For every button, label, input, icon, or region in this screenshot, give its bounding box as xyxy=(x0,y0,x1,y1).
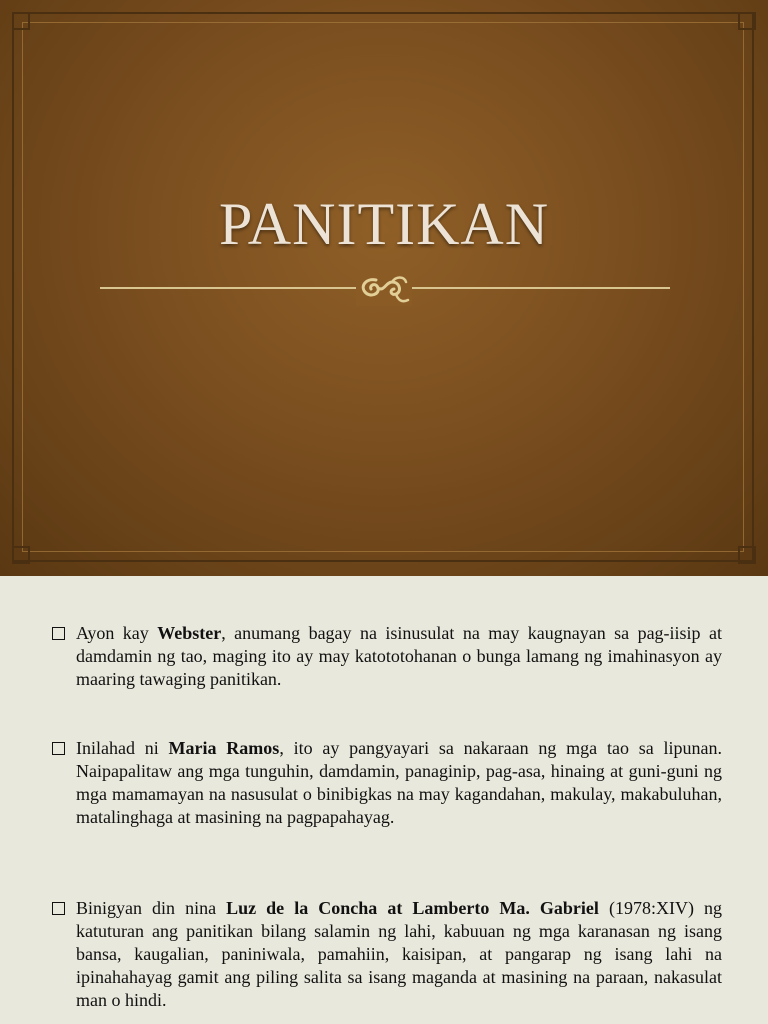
content-slide xyxy=(0,576,768,1024)
definition-paragraph xyxy=(52,897,722,1012)
paragraph-body: , anumang bagay na isinusulat na may kaugnayan sa pag-iisip at damdamin ng tao, maging ito ay may katototohanan o bunga lamang ng imahinasyon ay maaring tawaging panitikan. xyxy=(76,623,722,689)
slide-title: PANITIKAN xyxy=(218,191,550,257)
paragraph-body: (1978:XIV) ng katuturan ang panitikan bilang salamin ng lahi, kabuuan ng mga karanasan ng isang bansa, kaugalian, paniniwala, pamahiin, kaisipan, at pangarap ng isang lahi na ipinahahayag gamit ang piling salita sa isang maganda at masining na paraan, nakasulat man o hindi. xyxy=(76,898,722,1010)
checkbox-bullet-icon xyxy=(52,742,65,755)
checkbox-bullet-icon xyxy=(52,902,65,915)
frame-corner xyxy=(738,12,756,30)
paragraph-intro: Ayon kay xyxy=(76,623,158,643)
definition-paragraph xyxy=(52,622,722,691)
author-name: Webster xyxy=(157,623,222,643)
frame-corner xyxy=(12,546,30,564)
paragraph-text xyxy=(76,897,722,1012)
checkbox-bullet-icon xyxy=(52,627,65,640)
author-name: Maria Ramos xyxy=(168,738,280,758)
paragraph-text xyxy=(76,622,722,691)
flourish-ornament-icon xyxy=(356,270,412,306)
author-name: Luz de la Concha at Lamberto Ma. Gabriel xyxy=(226,898,599,918)
paragraph-intro: Binigyan din nina xyxy=(76,898,227,918)
paragraph-intro: Inilahad ni xyxy=(76,738,169,758)
frame-corner xyxy=(12,12,30,30)
paragraph-text xyxy=(76,737,722,829)
definition-paragraph xyxy=(52,737,722,829)
frame-corner xyxy=(738,546,756,564)
paragraph-body: , ito ay pangyayari sa nakaraan ng mga tao sa lipunan. Naipapalitaw ang mga tunguhin, damdamin, panaginip, pag-asa, hinaing at guni-guni ng mga mamamayan na nasusulat o binibigkas na may kagandahan, makulay, makabuluhan, matalinghaga at masining na pagpapahayag. xyxy=(76,738,722,827)
